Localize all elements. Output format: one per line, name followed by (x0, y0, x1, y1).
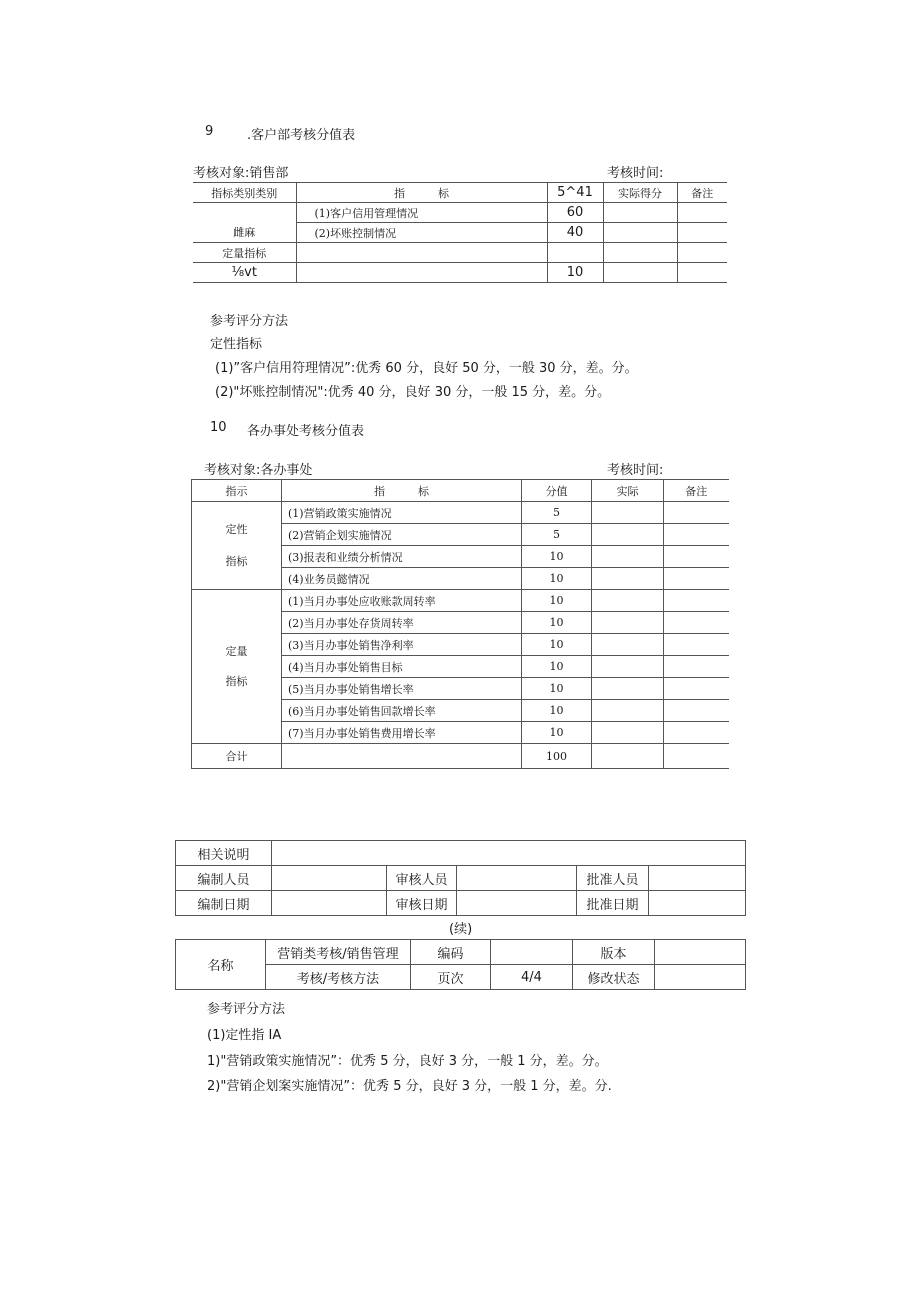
revision-label: 修改状态 (573, 965, 655, 990)
section9-time: 考核时间: (607, 166, 664, 181)
table-row (176, 841, 746, 866)
table-header-row (193, 183, 727, 203)
table-row (176, 866, 746, 891)
page-label: 页次 (411, 965, 491, 990)
note-cell (677, 203, 727, 223)
page-value: 4/4 (491, 965, 573, 990)
related-value (272, 841, 746, 866)
header-cell: 备注 (664, 480, 729, 502)
category-cell: ⅛vt (193, 263, 296, 283)
note-cell (664, 722, 729, 744)
actual-cell (592, 656, 664, 678)
category-cell: 雌麻 (193, 223, 296, 243)
actual-cell (603, 203, 677, 223)
score-cell: 10 (547, 263, 603, 283)
score-cell: 5 (522, 502, 592, 524)
item-cell: (4)业务员懿情况 (282, 568, 522, 590)
related-label: 相关说明 (176, 841, 272, 866)
score-cell: 60 (547, 203, 603, 223)
actual-cell (592, 700, 664, 722)
category-cell (193, 203, 296, 223)
item-cell: (5)当月办事处销售增长率 (282, 678, 522, 700)
table-row (193, 243, 727, 263)
item-cell (296, 263, 547, 283)
revision-value (655, 965, 746, 990)
table-row (192, 590, 729, 612)
table-row (176, 891, 746, 916)
note-cell (664, 502, 729, 524)
approved-by-value (649, 866, 746, 891)
table-row (192, 502, 729, 524)
note-cell (664, 744, 729, 769)
header-cell: 5^41 (547, 183, 603, 203)
actual-cell (592, 568, 664, 590)
section10-table (191, 479, 729, 769)
version-value (655, 940, 746, 965)
actual-cell (592, 678, 664, 700)
header-cell: 分值 (522, 480, 592, 502)
item-cell: (1)当月办事处应收账款周转率 (282, 590, 522, 612)
name-value-1: 营销类考核/销售管理 (266, 940, 411, 965)
method2-qual-title: (1)定性指 IA (207, 1028, 282, 1043)
item-cell: (6)当月办事处销售回款增长率 (282, 700, 522, 722)
category-cell: 定量指标 (193, 243, 296, 263)
score-cell (547, 243, 603, 263)
approved-by-label: 批准人员 (577, 866, 649, 891)
prepared-by-value (272, 866, 387, 891)
actual-cell (603, 223, 677, 243)
total-label: 合计 (192, 744, 282, 769)
section10-number: 10 (210, 420, 227, 435)
header-cell: 实际 (592, 480, 664, 502)
actual-cell (592, 502, 664, 524)
name-value-2: 考核/考核方法 (266, 965, 411, 990)
section9-table (193, 182, 727, 283)
section10-time: 考核时间: (607, 463, 664, 478)
section9-line-2: (2)"坏账控制情况":优秀 40 分，良好 30 分，一般 15 分，差。分。 (215, 385, 611, 400)
section9-number: 9 (205, 124, 214, 139)
note-cell (664, 656, 729, 678)
score-cell: 10 (522, 612, 592, 634)
item-cell: (3)报表和业绩分析情况 (282, 546, 522, 568)
actual-cell (592, 590, 664, 612)
item-cell: (1)客户信用管理情况 (296, 203, 547, 223)
actual-cell (592, 744, 664, 769)
note-cell (664, 524, 729, 546)
item-cell: (2)坏账控制情况 (296, 223, 547, 243)
approved-date-label: 批准日期 (577, 891, 649, 916)
note-cell (664, 590, 729, 612)
table-header-row (192, 480, 729, 502)
score-cell: 40 (547, 223, 603, 243)
table-row (193, 203, 727, 223)
note-cell (664, 612, 729, 634)
header-cell: 指标类别类别 (193, 183, 296, 203)
actual-cell (592, 722, 664, 744)
score-cell: 10 (522, 656, 592, 678)
group-label: 指标 (225, 554, 248, 568)
actual-cell (592, 524, 664, 546)
item-cell: (2)当月办事处存货周转率 (282, 612, 522, 634)
table-row (193, 223, 727, 243)
continued-label: (续) (449, 922, 473, 937)
header-cell: 指 标 (282, 480, 522, 502)
score-cell: 10 (522, 634, 592, 656)
header-cell: 指 标 (296, 183, 547, 203)
section9-method-title: 参考评分方法 (210, 314, 289, 329)
group-quantitative (192, 590, 282, 744)
total-row (192, 744, 729, 769)
score-cell: 5 (522, 524, 592, 546)
score-cell: 10 (522, 568, 592, 590)
item-cell: (7)当月办事处销售费用增长率 (282, 722, 522, 744)
section10-title: 各办事处考核分值表 (247, 424, 365, 439)
item-cell: (4)当月办事处销售目标 (282, 656, 522, 678)
code-value (491, 940, 573, 965)
approval-table (175, 840, 746, 916)
note-cell (664, 568, 729, 590)
prepared-date-label: 编制日期 (176, 891, 272, 916)
table-row (193, 263, 727, 283)
item-cell (282, 744, 522, 769)
reviewed-date-value (457, 891, 577, 916)
item-cell: (3)当月办事处销售净利率 (282, 634, 522, 656)
note-cell (677, 243, 727, 263)
prepared-date-value (272, 891, 387, 916)
note-cell (664, 546, 729, 568)
method2-line-1: 1)"营销政策实施情况”：优秀 5 分，良好 3 分，一般 1 分，差。分。 (207, 1054, 608, 1069)
section9-line-1: (1)”客户信用符理情况”:优秀 60 分，良好 50 分，一般 30 分，差。分。 (215, 361, 638, 376)
code-label: 编码 (411, 940, 491, 965)
total-score: 100 (522, 744, 592, 769)
section9-qual-title: 定性指标 (210, 337, 263, 352)
reviewed-date-label: 审核日期 (387, 891, 457, 916)
score-cell: 10 (522, 700, 592, 722)
version-label: 版本 (573, 940, 655, 965)
section9-object: 考核对象:销售部 (193, 166, 289, 181)
prepared-by-label: 编制人员 (176, 866, 272, 891)
header-cell: 实际得分 (603, 183, 677, 203)
table-row (176, 940, 746, 965)
actual-cell (603, 243, 677, 263)
method2-line-2: 2)"营销企划案实施情况”：优秀 5 分，良好 3 分，一般 1 分，差。分. (207, 1079, 612, 1094)
actual-cell (592, 612, 664, 634)
group-qualitative (192, 502, 282, 590)
note-cell (664, 700, 729, 722)
section9-title: .客户部考核分值表 (247, 128, 356, 143)
group-label: 指标 (225, 674, 248, 688)
score-cell: 10 (522, 590, 592, 612)
method2-title: 参考评分方法 (207, 1002, 286, 1017)
reviewed-by-label: 审核人员 (387, 866, 457, 891)
section10-object: 考核对象:各办事处 (204, 463, 313, 478)
note-cell (664, 634, 729, 656)
approved-date-value (649, 891, 746, 916)
note-cell (664, 678, 729, 700)
group-label: 定量 (225, 644, 248, 658)
actual-cell (592, 634, 664, 656)
item-cell (296, 243, 547, 263)
actual-cell (592, 546, 664, 568)
reviewed-by-value (457, 866, 577, 891)
header-cell: 指示 (192, 480, 282, 502)
score-cell: 10 (522, 722, 592, 744)
item-cell: (1)营销政策实施情况 (282, 502, 522, 524)
item-cell: (2)营销企划实施情况 (282, 524, 522, 546)
note-cell (677, 263, 727, 283)
doc-header-table (175, 939, 746, 990)
group-label: 定性 (225, 522, 248, 536)
header-cell: 备注 (677, 183, 727, 203)
score-cell: 10 (522, 546, 592, 568)
actual-cell (603, 263, 677, 283)
name-label: 名称 (176, 940, 266, 990)
score-cell: 10 (522, 678, 592, 700)
note-cell (677, 223, 727, 243)
